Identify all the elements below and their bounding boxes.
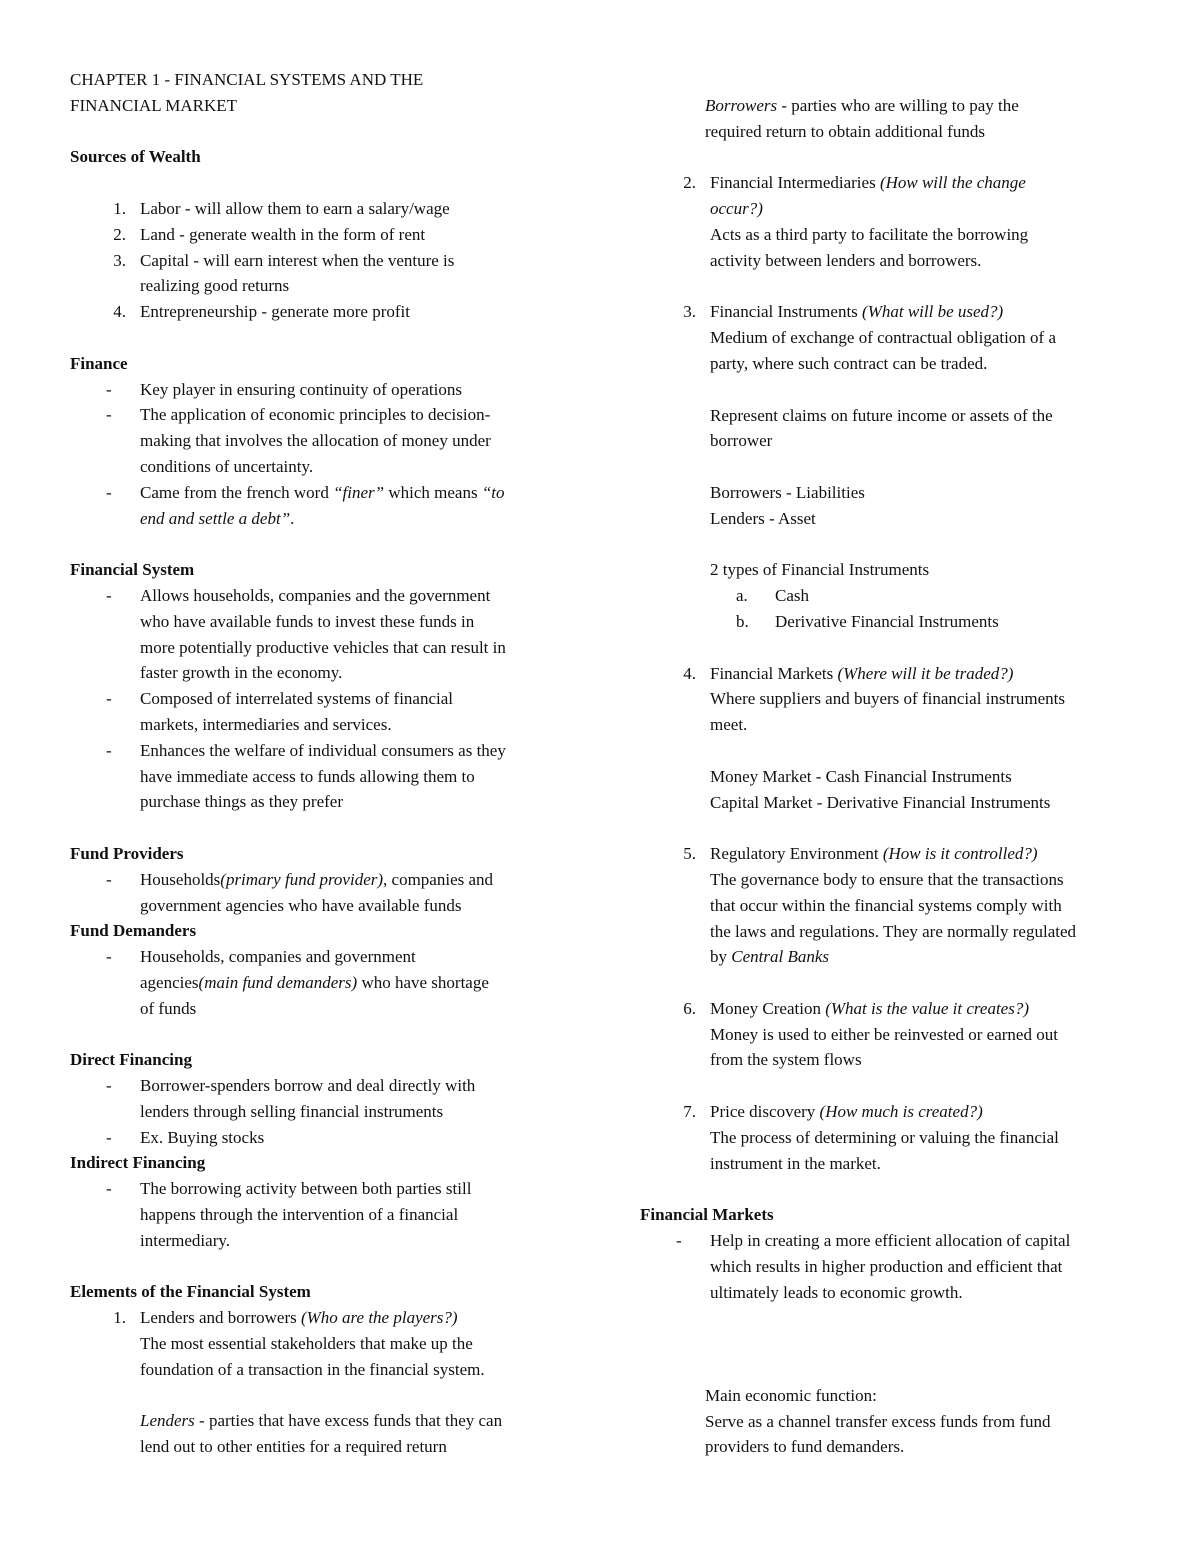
element-item-intermediaries: 2. Financial Intermediaries (How will the change occur?) Acts as a third party to facilitate the borrowing activity between lenders and borrowers.	[683, 173, 1029, 270]
heading-indirect-financing: Indirect Financing	[70, 1153, 206, 1173]
element-item-price-discovery: 7. Price discovery (How much is created?) The process of determining or valuing the financial instrument in the market.	[683, 1102, 1059, 1173]
heading-direct-financing: Direct Financing	[70, 1050, 192, 1070]
heading-elements: Elements of the Financial System	[70, 1282, 311, 1302]
heading-fund-providers: Fund Providers	[70, 843, 184, 863]
list-item: 3. Capital - will earn interest when the venture is realizing good returns	[113, 250, 455, 296]
list-item: 1. Labor - will allow them to earn a salary/wage	[113, 198, 450, 218]
list-item: - Borrower-spenders borrow and deal directly with lenders through selling financial instruments	[106, 1076, 476, 1121]
element-item-instruments: 3. Financial Instruments (What will be used?) Medium of exchange of contractual obligation of a party, where such contract can be traded. Represent claims on future income or assets of the borrower Borrowers - Liabilities Lenders - Asset 2 types of Financial Instruments	[683, 302, 1057, 580]
list-item: - Households(primary fund provider), companies and government agencies who have available funds	[106, 869, 494, 915]
heading-financial-system: Financial System	[70, 560, 195, 580]
element-item-borrowers-def: Borrowers - parties who are willing to pay the required return to obtain additional funds	[705, 96, 1019, 141]
heading-finance: Finance	[70, 353, 128, 373]
list-item: - Key player in ensuring continuity of operations	[106, 379, 462, 399]
list-item: - Allows households, companies and the government who have available funds to invest these funds in more potentially productive vehicles that can result in faster growth in the economy.	[106, 585, 506, 683]
list-item: - The borrowing activity between both parties still happens through the intervention of a financial intermediary.	[106, 1179, 472, 1250]
heading-fund-demanders: Fund Demanders	[70, 921, 197, 941]
main-economic-function: Main economic function: Serve as a channel transfer excess funds from fund providers to fund demanders.	[705, 1385, 1051, 1457]
financial-system-list	[70, 583, 570, 815]
list-item: - Households, companies and government agencies(main fund demanders) who have shortage of funds	[106, 947, 489, 1018]
list-item: 4. Entrepreneurship - generate more profit	[113, 302, 410, 322]
element-item-markets: 4. Financial Markets (Where will it be traded?) Where suppliers and buyers of financial instruments meet. Money Market - Cash Financial Instruments Capital Market - Derivative Financial Instruments	[683, 663, 1066, 812]
list-item: - Help in creating a more efficient allocation of capital which results in higher production and efficient that ultimately leads to economic growth.	[676, 1231, 1071, 1302]
list-item: - Enhances the welfare of individual consumers as they have immediate access to funds allowing them to purchase things as they prefer	[106, 740, 506, 812]
element-item-lenders-borrowers: 1. Lenders and borrowers (Who are the players?) The most essential stakeholders that make up the foundation of a transaction in the financial system. Lenders - parties that have excess funds that they can lend out to other entities for a required return	[113, 1308, 503, 1457]
sources-of-wealth-list	[70, 196, 570, 325]
chapter-title: CHAPTER 1 - FINANCIAL SYSTEMS AND THE FINANCIAL MARKET	[70, 70, 424, 115]
list-item: - The application of economic principles to decision- making that involves the allocation of money under conditions of uncertainty.	[106, 405, 491, 476]
left-column	[70, 67, 570, 1460]
finance-list	[70, 377, 570, 532]
list-item: - Composed of interrelated systems of financial markets, intermediaries and services.	[106, 689, 453, 734]
list-item: 2. Land - generate wealth in the form of rent	[113, 224, 426, 244]
list-item: - Came from the french word “finer” which means “to end and settle a debt”.	[106, 482, 505, 528]
heading-sources-of-wealth: Sources of Wealth	[70, 147, 201, 167]
list-item: a. Cash	[736, 586, 809, 606]
right-column	[640, 93, 1135, 1460]
list-item: - Ex. Buying stocks	[106, 1127, 265, 1147]
list-item: b. Derivative Financial Instruments	[736, 611, 999, 631]
heading-financial-markets: Financial Markets	[640, 1205, 774, 1225]
element-item-money-creation: 6. Money Creation (What is the value it creates?) Money is used to either be reinvested or earned out from the system flows	[683, 998, 1058, 1070]
element-item-regulatory: 5. Regulatory Environment (How is it controlled?) The governance body to ensure that the transactions that occur within the financial systems comply with the laws and regulations. They are normally regulated by Central Banks	[683, 844, 1077, 967]
